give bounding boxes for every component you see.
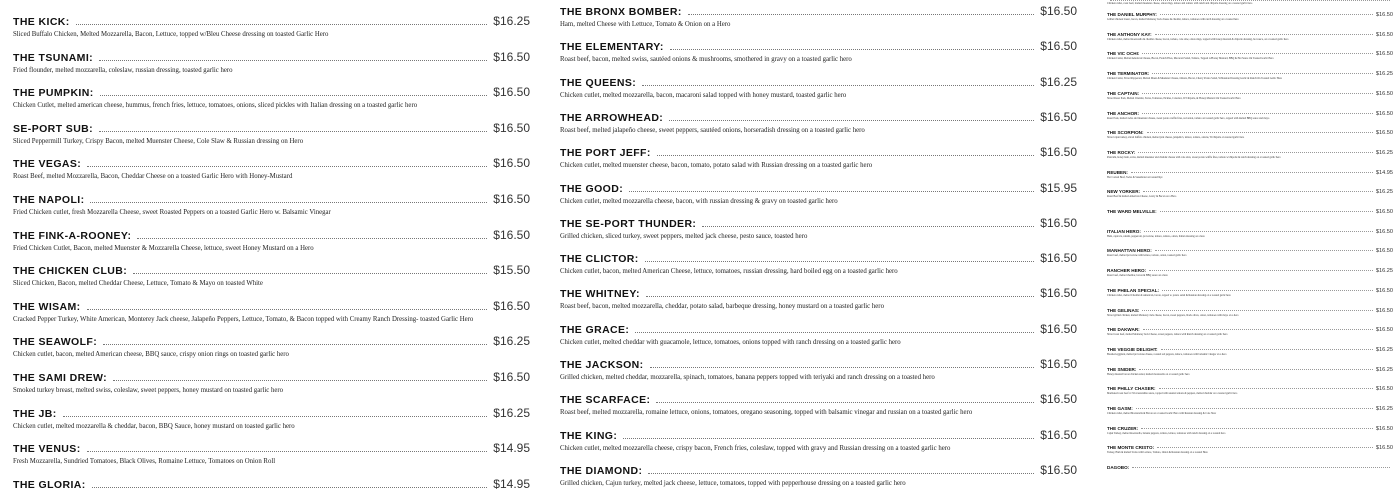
menu-item xyxy=(560,428,1077,455)
menu-item-price: $16.50 xyxy=(1040,215,1077,230)
menu-item-description: Roast beef, bacon, melted swiss, sautéed onions & mushrooms, smothered in gravy on a toasted garlic hero xyxy=(560,56,852,64)
menu-item xyxy=(560,286,1077,313)
menu-item-header xyxy=(13,85,530,99)
menu-item-name: THE VIC OCHI: xyxy=(1107,51,1140,57)
menu-item-description: Fried flounder, melted mozzarella, coleslaw, russian dressing, toasted garlic hero xyxy=(13,66,233,74)
dotted-leader xyxy=(1147,132,1373,133)
menu-item-price: $16.50 xyxy=(1040,4,1077,18)
menu-item-price: $16.50 xyxy=(1040,427,1077,442)
menu-item-name: THE DAKWAR: xyxy=(1107,327,1140,333)
menu-item-description: Pastrami, honey ham, swiss, melted muenster and cheddar cheese with cole slaw, sweet potato waffle fries, tomato w/chipotle & ranch dressing on a toasted garlic hero xyxy=(1107,155,1281,159)
menu-item-name: THE ROCKY: xyxy=(1107,149,1136,155)
menu-item-description: Roast Beef, melted Mozzarella, Bacon, Cheddar Cheese on a toasted Garlic Hero with Honey-Mustard xyxy=(13,173,293,181)
dotted-leader xyxy=(1149,270,1373,271)
menu-item-header xyxy=(1107,465,1393,470)
menu-item-header xyxy=(13,50,530,64)
menu-item-description: Hot Corned Beef, Swiss & Sauerkraut on toasted Rye xyxy=(1107,175,1163,179)
dotted-leader xyxy=(1142,310,1372,311)
menu-item-price: $15.95 xyxy=(1040,180,1077,195)
menu-item-description: Chicken Cutlet, Melted American Cheese, Bacon, French Fries, Macaroni Salad, Tomato, Topped w/Honey Mustard, BBQ & Hot Sauce On Toasted Garlic Hero xyxy=(1107,57,1274,61)
menu-item-description: Sliced Chicken, Bacon, melted Cheddar Cheese, Lettuce, Tomato & Mayo on toasted White xyxy=(13,280,263,288)
menu-item-description: Ham, capicola, salami, pepperoni, provolone, lettuce, tomato, onion, Italian dressing on a hero xyxy=(1107,234,1205,238)
menu-item-header xyxy=(560,4,1077,18)
dotted-leader xyxy=(87,450,488,452)
menu-item-description: Fresh Mozzarella, Sundried Tomatoes, Black Olives, Romaine Lettuce, Tomatoes on Onion Roll xyxy=(13,458,276,466)
menu-item xyxy=(1107,347,1393,356)
menu-item-name: THE TERMINATOR: xyxy=(1107,71,1150,77)
menu-item-price: $16.50 xyxy=(493,85,530,100)
menu-item-header xyxy=(560,428,1077,442)
menu-item-price: $16.50 xyxy=(1040,392,1077,407)
menu-item-price: $16.50 xyxy=(1375,12,1393,18)
menu-item-name: THE FINK-A-ROONEY: xyxy=(13,229,132,242)
menu-item xyxy=(13,263,530,290)
menu-item-name: RANCHER HERO: xyxy=(1107,268,1147,274)
menu-item-name: THE SAMI DREW: xyxy=(13,372,108,384)
menu-item-description: Chicken cutlet, bacon, melted American cheese, BBQ sauce, crispy onion rings on toasted garlic hero xyxy=(13,351,289,359)
menu-item-name: THE TSUNAMI: xyxy=(13,51,94,64)
menu-item-description: Chicken cutlet, melted mozzarella, bacon, macaroni salad topped with honey mustard, toasted garlic hero xyxy=(560,91,847,99)
menu-item xyxy=(1107,1,1393,5)
menu-item xyxy=(560,463,1077,490)
menu-item-header xyxy=(560,322,1077,336)
menu-item xyxy=(13,85,530,112)
menu-item xyxy=(13,477,530,492)
menu-item-name: THE PHELAN SPECIAL: xyxy=(1107,287,1160,293)
menu-item-price: $16.50 xyxy=(1375,327,1393,334)
menu-item-price: $15.50 xyxy=(493,263,530,278)
menu-item xyxy=(560,251,1077,278)
menu-item xyxy=(1107,170,1393,179)
menu-item xyxy=(560,216,1077,243)
menu-item-price: $16.25 xyxy=(1040,74,1077,89)
menu-item-description: Breaded eggplant, melted provolone cheese, roasted red peppers, lettuce, tomatoes with balsamic vinegar on a hero xyxy=(1107,352,1227,356)
menu-item-price: $16.25 xyxy=(493,334,530,349)
menu-item xyxy=(1107,209,1393,215)
menu-item-price: $16.50 xyxy=(1040,321,1077,336)
menu-item-header xyxy=(13,370,530,384)
menu-item xyxy=(1107,71,1393,80)
menu-item-name: THE GRACE: xyxy=(560,323,630,336)
menu-item xyxy=(560,145,1077,172)
menu-item-description: Chicken cutlet, bacon, melted American Cheese, lettuce, tomatoes, russian dressing, hard boiled egg on a toasted garlic hero xyxy=(560,268,898,276)
menu-item-name: THE ANCHOR: xyxy=(1107,110,1139,116)
menu-item-header xyxy=(560,110,1077,124)
dotted-leader xyxy=(63,415,488,417)
menu-item xyxy=(560,357,1077,384)
menu-item-header xyxy=(13,121,530,135)
menu-item-name: THE CRUZER: xyxy=(1107,425,1139,431)
dotted-leader xyxy=(1142,93,1373,94)
menu-item-name: THE JB: xyxy=(13,407,57,420)
menu-item-price: $16.50 xyxy=(1375,445,1393,452)
menu-item-header xyxy=(560,251,1077,265)
menu-item-header xyxy=(560,39,1077,53)
menu-item-header xyxy=(13,441,530,455)
menu-item-name: THE SCORPION: xyxy=(1107,130,1144,136)
menu-item-price: $16.25 xyxy=(1375,71,1393,78)
menu-item-name: THE VEGAS: xyxy=(13,158,82,171)
menu-item-price: $16.50 xyxy=(1375,130,1393,137)
menu-item xyxy=(13,441,530,468)
dotted-leader xyxy=(1136,408,1373,409)
menu-item-header xyxy=(560,216,1077,230)
menu-item-name: NEW YORKER: xyxy=(1107,189,1141,195)
menu-item-description: Chicken cutlet, melted mozzarella cheese, bacon, with russian dressing & gravy on toasted garlic hero xyxy=(560,197,838,205)
dotted-leader xyxy=(103,343,487,345)
dotted-leader xyxy=(1157,447,1373,448)
dotted-leader xyxy=(1159,388,1373,389)
menu-item-name: REUBEN: xyxy=(1107,169,1128,175)
dotted-leader xyxy=(1139,369,1373,370)
menu-item-name: THE NAPOLI: xyxy=(13,194,85,206)
menu-item xyxy=(13,370,530,397)
menu-item-description: Sliced Roast Pork, Melted Cheddar, Swiss, Tomatoes, Pickles, Coleslaw, W/Chipotle, & Honey Mustard On Toasted Garlic Hero xyxy=(1107,96,1241,100)
menu-item-price: $16.50 xyxy=(493,370,530,384)
menu-item xyxy=(1107,130,1393,139)
dotted-leader xyxy=(1160,14,1373,15)
menu-item-name: THE VEGGIE DELIGHT: xyxy=(1107,346,1158,352)
menu-item-description: Grilled chicken, Cajun turkey, melted jack cheese, lettuce, tomatoes, topped with pepperhouse dressing on a toasted garlic hero xyxy=(560,479,906,487)
dotted-leader xyxy=(656,401,1034,403)
menu-item xyxy=(560,392,1077,419)
menu-item-name: ITALIAN HERO: xyxy=(1107,228,1141,234)
menu-item xyxy=(1107,229,1393,238)
menu-item-name: THE QUEENS: xyxy=(560,76,637,89)
menu-item-price: $16.50 xyxy=(493,298,530,313)
dotted-leader xyxy=(99,59,487,61)
menu-item-price: $14.95 xyxy=(493,476,530,491)
dotted-leader xyxy=(92,486,488,488)
menu-item-name: THE DANIEL MURPHY: xyxy=(1107,12,1157,17)
menu-item-header xyxy=(13,156,530,170)
menu-item xyxy=(1107,406,1393,415)
menu-item-description: Grilled chicken, sliced turkey, sweet peppers, melted jack cheese, pesto sauce, toasted hero xyxy=(560,232,808,240)
dotted-leader xyxy=(1144,231,1373,232)
dotted-leader xyxy=(1142,53,1372,54)
menu-item xyxy=(1107,189,1393,198)
dotted-leader xyxy=(650,366,1035,368)
dotted-leader xyxy=(1132,467,1390,468)
menu-item xyxy=(1107,386,1393,395)
menu-item-description: Chicken cutlet, melted muenster cheese, bacon, tomato, potato salad with Russian dressing on a toasted garlic hero xyxy=(560,162,873,170)
menu-item-header xyxy=(560,463,1077,477)
menu-item-header xyxy=(560,145,1077,159)
menu-item-description: Fried Chicken Cutlet, Bacon, melted Muenster & Mozzarella Cheese, lettuce, sweet Honey Mustard on a Hero xyxy=(13,244,314,252)
dotted-leader xyxy=(76,23,488,25)
menu-item-name: THE BRONX BOMBER: xyxy=(560,6,682,18)
menu-item-description: Chicken cutlet, melted Cheddar & American, bacon, topped w. potato salad & Russian dressing on a toasted garlic hero xyxy=(1107,293,1231,297)
menu-item-header xyxy=(13,192,530,206)
menu-item-price: $16.50 xyxy=(1375,90,1393,97)
menu-item xyxy=(1107,12,1393,21)
dotted-leader xyxy=(99,130,487,132)
menu-item xyxy=(1107,150,1393,159)
menu-item-header xyxy=(13,406,530,420)
dotted-leader xyxy=(642,84,1034,86)
menu-item xyxy=(1107,248,1393,257)
menu-item-price: $16.50 xyxy=(1375,386,1393,393)
menu-item-description: Roast Pork, melted swiss and muenster cheese, sweet potato waffle fries, red onion, tomato on toasted garlic hero, topped with melted BBQ sauce and mayo xyxy=(1107,116,1270,120)
menu-item-name: THE PHILLY CHASER: xyxy=(1107,386,1156,392)
menu-item xyxy=(1107,445,1393,454)
menu-item-description: Chicken cutlet, melted mozzarella cheese, crispy bacon, French fries, coleslaw, topped with gravy and Russian dressing on a toasted garlic hero xyxy=(560,444,951,452)
menu-item-price: $16.50 xyxy=(1375,228,1393,235)
menu-item-header xyxy=(13,477,530,491)
menu-item-name: THE CAPTAIN: xyxy=(1107,90,1140,96)
menu-item xyxy=(13,156,530,183)
menu-item-description: Sliced Buffalo Chicken, Melted Mozzarella, Bacon, Lettuce, topped w/Bleu Cheese dressing on toasted Garlic Hero xyxy=(13,31,329,38)
dotted-leader xyxy=(133,272,487,274)
menu-item-description: Sliced cajun turkey, sliced buffalo chicken, melted jack cheese, jalapeño's, lettuce, tomato, onions, W/chipotle on toasted garlic hero xyxy=(1107,136,1245,140)
menu-item-header xyxy=(13,228,530,242)
menu-item-price: $16.25 xyxy=(493,405,530,420)
menu-item xyxy=(1107,51,1393,60)
menu-item-price: $14.95 xyxy=(1375,169,1393,176)
menu-item xyxy=(13,228,530,255)
menu-item-name: THE GASM: xyxy=(1107,406,1133,411)
menu-item-price: $16.25 xyxy=(1375,366,1393,373)
menu-item-description: Roast beef, melted mozzarella, romaine lettuce, onions, tomatoes, oregano seasoning, topped with balsamic vinegar and russian on a toasted garlic hero xyxy=(560,409,973,417)
menu-item-header xyxy=(560,357,1077,371)
menu-item-price: $16.50 xyxy=(1040,145,1077,160)
menu-item xyxy=(13,192,530,219)
menu-item-name: THE VENUS: xyxy=(13,443,81,456)
menu-item xyxy=(1107,32,1393,41)
dotted-leader xyxy=(1155,250,1373,251)
menu-item-name: THE GLORIA: xyxy=(13,478,86,491)
menu-item-name: THE KICK: xyxy=(13,16,70,28)
dotted-leader xyxy=(1143,191,1373,192)
menu-item-price: $16.50 xyxy=(1375,248,1393,255)
menu-item-name: THE ARROWHEAD: xyxy=(560,111,664,124)
menu-item xyxy=(1107,111,1393,120)
menu-item-name: THE GELINAS: xyxy=(1107,307,1140,313)
menu-item-description: Cracked Pepper Turkey, White American, Monterey Jack cheese, Jalapeño Peppers, Lettuce, Tomato, & Bacon topped with Creamy Ranch Dressing- toasted Garlic Hero xyxy=(13,315,474,323)
menu-item-price: $16.25 xyxy=(1375,189,1393,196)
menu-item xyxy=(1107,308,1393,317)
dotted-leader xyxy=(113,379,487,381)
dotted-leader xyxy=(1155,34,1373,35)
menu-item-name: THE SEAWOLF: xyxy=(13,336,98,349)
menu-item-price: $16.50 xyxy=(493,49,530,64)
menu-item-description: Roast beef, melted jalapeño cheese, sweet peppers, sautéed onions, horseradish dressing on a toasted garlic hero xyxy=(560,126,865,134)
dotted-leader xyxy=(623,437,1034,439)
dotted-leader xyxy=(635,331,1034,333)
menu-item-name: MANHATTAN HERO: xyxy=(1107,248,1152,254)
menu-item-description: Chicken cutlet, melted mozzarella & cheddar cheese, bacon, tomato, cole slaw, onion rings, topped with honey mustard & chipotle dressing, hot sauce, on a toasted garlic hero xyxy=(1107,37,1289,41)
menu-item-name: THE JACKSON: xyxy=(560,359,644,371)
menu-item-name: THE DIAMOND: xyxy=(560,464,643,477)
dotted-leader xyxy=(688,13,1035,15)
menu-item-description: Marinated roast beef w/ Worcestershire sauce, topped with sautéed onions & peppers, melted cheddar on a toasted garlic hero xyxy=(1107,392,1238,396)
menu-item-name: THE WARD MELVILLE: xyxy=(1107,209,1157,214)
menu-item-price: $16.50 xyxy=(493,192,530,206)
menu-item-description: Grilled chicken breast, bacon, melted Monterey Jack cheese & cheddar, lettuce, tomatoes with ranch dressing on a toasted hero xyxy=(1107,18,1239,21)
menu-item-name: THE PUMPKIN: xyxy=(13,87,94,100)
menu-item-name: THE MONTE CRISTO: xyxy=(1107,445,1155,451)
menu-item-name: THE WHITNEY: xyxy=(560,288,640,301)
menu-item-name: THE CLICTOR: xyxy=(560,253,639,266)
menu-item xyxy=(560,4,1077,31)
menu-item-description: Grilled chicken, melted cheddar, mozzarella, spinach, tomatoes, banana peppers topped with teriyaki and ranch dressing on a toasted hero xyxy=(560,374,935,381)
dotted-leader xyxy=(1162,290,1373,291)
dotted-leader xyxy=(87,165,487,167)
dotted-leader xyxy=(657,154,1035,156)
menu-item-header xyxy=(13,14,530,28)
menu-item-description: Honey mustard bacon chicken salad, melted mozzarella on a toasted garlic hero xyxy=(1107,372,1190,376)
menu-item-description: Sliced grilled chicken, melted Monterey Jack cheese, bacon, sweet peppers, black olives, onion, tomatoes with mayo on a hero xyxy=(1107,313,1239,317)
menu-item xyxy=(13,50,530,77)
menu-item-header xyxy=(1107,209,1393,215)
dotted-leader xyxy=(1110,0,1390,1)
menu-item-name: THE WISAM: xyxy=(13,300,81,313)
menu-item-name: DAGOBO: xyxy=(1107,465,1130,471)
menu-item-price: $16.50 xyxy=(1040,462,1077,477)
dotted-leader xyxy=(90,201,487,203)
menu-item-price: $14.95 xyxy=(493,441,530,456)
menu-item-description: Ham, melted Cheese with Lettuce, Tomato & Onion on a Hero xyxy=(560,21,731,28)
dotted-leader xyxy=(1161,349,1373,350)
menu-item-price: $16.50 xyxy=(1040,357,1077,371)
dotted-leader xyxy=(669,119,1034,121)
menu-item-description: Roast beef, melted provolone with lettuce, tomato, onion, toasted garlic hero xyxy=(1107,254,1187,258)
menu-item xyxy=(1107,288,1393,297)
menu-item-name: THE KING: xyxy=(560,429,618,442)
menu-item-description: Roast beef, bacon, melted mozzarella, cheddar, potato salad, barbeque dressing, honey mustard on a toasted garlic hero xyxy=(560,303,884,311)
menu-item-price: $16.50 xyxy=(1375,425,1393,432)
dotted-leader xyxy=(1138,152,1373,153)
menu-item xyxy=(13,14,530,41)
menu-item xyxy=(560,110,1077,137)
menu-item xyxy=(1107,91,1393,100)
menu-item-price: $16.50 xyxy=(493,227,530,242)
dotted-leader xyxy=(87,308,488,310)
menu-item-name: THE ANTHONY KAY: xyxy=(1107,31,1152,37)
menu-item-price: $16.50 xyxy=(1040,286,1077,301)
menu-item-header xyxy=(560,286,1077,300)
menu-item xyxy=(1107,268,1393,277)
menu-item xyxy=(13,406,530,433)
menu-item-description: Chicken cutlet, roast beef, melted muenster cheese, onion rings, lettuce and tomato with ranch and chipotle dressing on a toasted garlic hero xyxy=(1107,2,1253,5)
menu-item-description: Roast Beef & melted American Cheese, Gravy & Bacon on a Hero xyxy=(1107,195,1177,199)
menu-item xyxy=(560,39,1077,66)
menu-item-price: $16.50 xyxy=(1040,251,1077,266)
menu-item-name: THE PORT JEFF: xyxy=(560,147,651,160)
menu-item-description: Chicken Cutlet, melted american cheese, hummus, french fries, lettuce, tomatoes, onions, sliced pickles with Italian dressing on a toasted garlic hero xyxy=(13,102,418,110)
menu-item-name: THE SE-PORT THUNDER: xyxy=(560,217,697,230)
dotted-leader xyxy=(1152,73,1373,74)
menu-item-price: $16.25 xyxy=(1375,346,1393,353)
dotted-leader xyxy=(648,472,1034,474)
menu-item-header xyxy=(13,299,530,313)
menu-item xyxy=(560,181,1077,208)
menu-item-description: Sliced roast beef, melted Monterey Jack Cheese, sweet peppers, lettuce with Ranch dressing on a toasted garlic hero xyxy=(1107,333,1228,337)
menu-item-name: THE ELEMENTARY: xyxy=(560,41,664,54)
dotted-leader xyxy=(1141,428,1373,429)
menu-item xyxy=(1107,426,1393,435)
dotted-leader xyxy=(1143,329,1373,330)
menu-item-name: THE SCARFACE: xyxy=(560,394,651,407)
menu-item-description: Chicken cutlet, melted Mozzarella & Bacon on a toasted Garlic Hero with Russian dressing & Cole Slaw xyxy=(1107,412,1217,415)
dotted-leader xyxy=(1160,211,1373,212)
menu-item xyxy=(13,299,530,326)
menu-item-description: Chicken Cutlet, Sliced Pepperoni, Melted Muen & Muenster Cheese, Onions, Bacon, Cherry Potato Salad, W/Russian Dressing Garlic & Ranch On Toasted Garlic Hero xyxy=(1107,77,1283,81)
menu-item-price: $16.25 xyxy=(1375,268,1393,275)
dotted-leader xyxy=(100,94,488,96)
menu-item-description: Chicken cutlet, melted cheddar with guacamole, lettuce, tomatoes, onions topped with ranch dressing on a toasted garlic hero xyxy=(560,338,901,346)
menu-item xyxy=(1107,465,1393,470)
dotted-leader xyxy=(670,48,1034,50)
menu-item-header xyxy=(13,334,530,348)
menu-item-description: Chicken cutlet, melted mozzarella & cheddar, bacon, BBQ Sauce, honey mustard on toasted garlic hero xyxy=(13,422,295,430)
menu-item-header xyxy=(560,392,1077,406)
menu-item-price: $16.25 xyxy=(1375,406,1393,412)
menu-item-price: $16.50 xyxy=(1375,209,1393,215)
menu-item-price: $16.50 xyxy=(1375,31,1393,38)
menu-item-price: $16.50 xyxy=(1040,109,1077,124)
menu-item-price: $16.50 xyxy=(493,120,530,135)
dotted-leader xyxy=(1142,113,1373,114)
menu-item-description: Smoked turkey breast, melted swiss, coleslaw, sweet peppers, honey mustard on toasted garlic hero xyxy=(13,387,284,394)
menu-item-name: THE GOOD: xyxy=(560,182,624,195)
menu-item-header xyxy=(560,181,1077,195)
dotted-leader xyxy=(137,237,487,239)
menu-item xyxy=(1107,367,1393,376)
menu-item-description: Sliced Peppermill Turkey, Crispy Bacon, melted Muenster Cheese, Cole Slaw & Russian dressing on Hero xyxy=(13,137,304,145)
menu-item xyxy=(13,121,530,148)
menu-item-price: $16.50 xyxy=(493,156,530,171)
menu-item-price: $16.25 xyxy=(493,14,530,28)
menu-item-name: THE SNIDER: xyxy=(1107,366,1137,372)
dotted-leader xyxy=(1131,172,1373,173)
menu-item-description: Roast beef, melted cheddar, bacon & BBQ sauce on a hero xyxy=(1107,274,1168,278)
menu-item-header xyxy=(13,263,530,277)
menu-item-name: SE-PORT SUB: xyxy=(13,122,94,135)
menu-item-description: Fried Chicken cutlet, fresh Mozzarella Cheese, sweet Roasted Peppers on a toasted Garlic Hero w. Balsamic Vinegar xyxy=(13,209,331,216)
menu-item-price: $16.50 xyxy=(1040,39,1077,54)
menu-item-price: $16.50 xyxy=(1375,287,1393,294)
menu-item-price: $16.50 xyxy=(1375,51,1393,58)
menu-item xyxy=(560,75,1077,102)
menu-item-price: $16.25 xyxy=(1375,149,1393,156)
menu-item-description: Cajun Turkey, melted mozzarella, banana peppers, tomato, lettuce, tomatoes with ranch dressing on a toasted hero xyxy=(1107,431,1226,435)
menu-item-header xyxy=(560,75,1077,89)
dotted-leader xyxy=(645,260,1035,262)
menu-item xyxy=(1107,327,1393,336)
menu-item xyxy=(13,334,530,361)
menu-item xyxy=(560,322,1077,349)
dotted-leader xyxy=(702,225,1034,227)
menu-item-name: THE CHICKEN CLUB: xyxy=(13,265,128,278)
menu-item-description: Turkey, Ham & melted Swiss with Lettuce, Tomato, Onion & Russian dressing on a toasted Hero xyxy=(1107,451,1208,455)
dotted-leader xyxy=(646,295,1034,297)
menu-item-price: $16.50 xyxy=(1375,307,1393,314)
dotted-leader xyxy=(629,190,1034,192)
menu-item-price: $16.50 xyxy=(1375,110,1393,117)
